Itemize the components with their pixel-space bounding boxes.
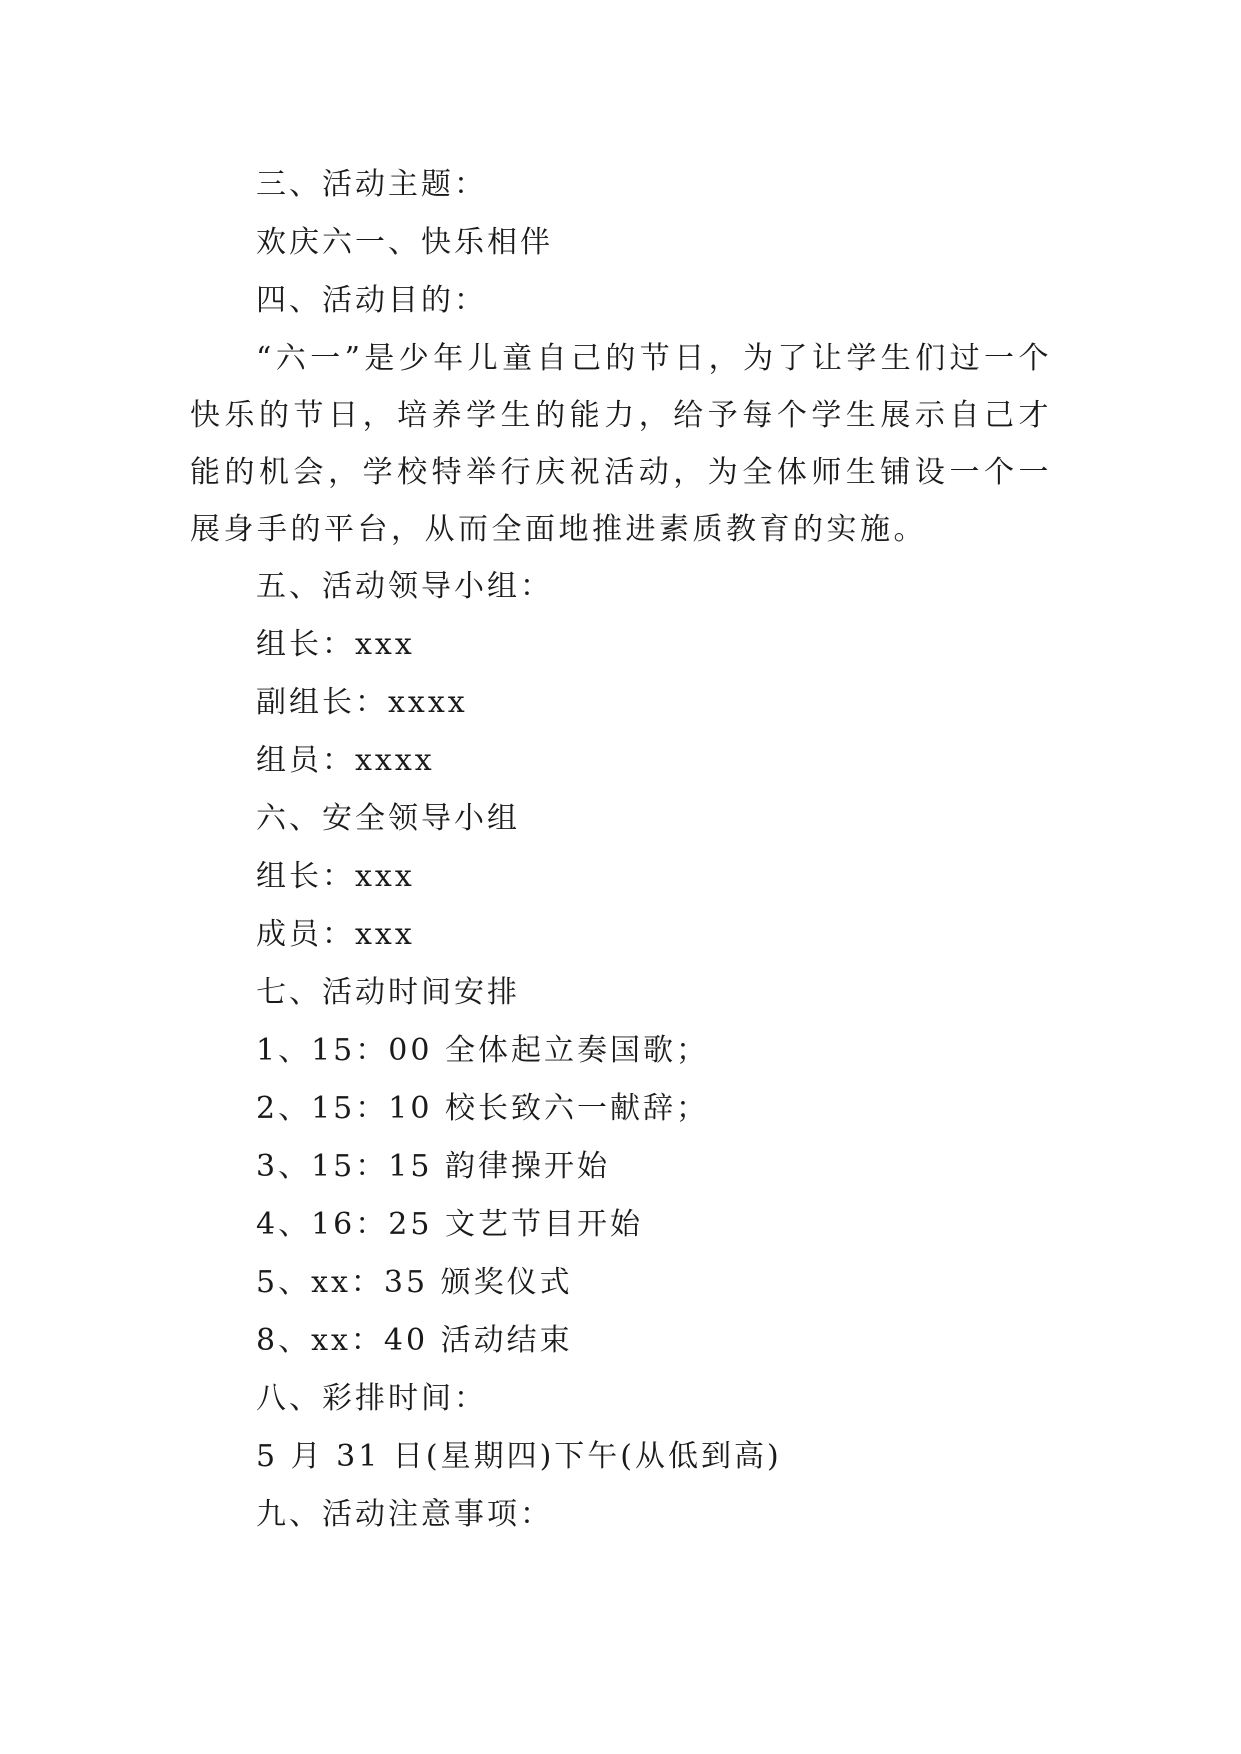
section-5-deputy-leader: 副组长：xxxx [256,685,468,720]
section-9-heading: 九、活动注意事项： [256,1497,553,1532]
section-8-heading: 八、彩排时间： [256,1381,487,1416]
schedule-item: 8、xx：40 活动结束 [256,1323,573,1358]
schedule-item: 4、16：25 文艺节目开始 [256,1207,643,1242]
section-7-heading: 七、活动时间安排 [256,975,520,1010]
section-6-heading: 六、安全领导小组 [256,801,520,836]
section-4-heading: 四、活动目的： [256,283,487,318]
section-6-members: 成员：xxx [256,917,415,952]
document-body [190,156,1070,1544]
schedule-item: 1、15：00 全体起立奏国歌； [256,1033,709,1068]
section-6-leader: 组长：xxx [256,859,415,894]
section-3-theme: 欢庆六一、快乐相伴 [256,225,553,260]
section-3-heading: 三、活动主题： [256,167,487,202]
section-4-purpose-paragraph: “六一”是少年儿童自己的节日，为了让学生们过一个快乐的节日，培养学生的能力，给予每个学生展示自己才能的机会，学校特举行庆祝活动，为全体师生铺设一个一展身手的平台，从而全面地推进素质教育的实施。 [190,341,1052,547]
schedule-item: 3、15：15 韵律操开始 [256,1149,610,1184]
section-5-heading: 五、活动领导小组： [256,569,553,604]
section-5-leader: 组长：xxx [256,627,415,662]
schedule-item: 5、xx：35 颁奖仪式 [256,1265,573,1300]
schedule-item: 2、15：10 校长致六一献辞； [256,1091,709,1126]
section-5-members: 组员：xxxx [256,743,435,778]
section-8-rehearsal-time: 5 月 31 日(星期四)下午(从低到高) [256,1439,782,1474]
